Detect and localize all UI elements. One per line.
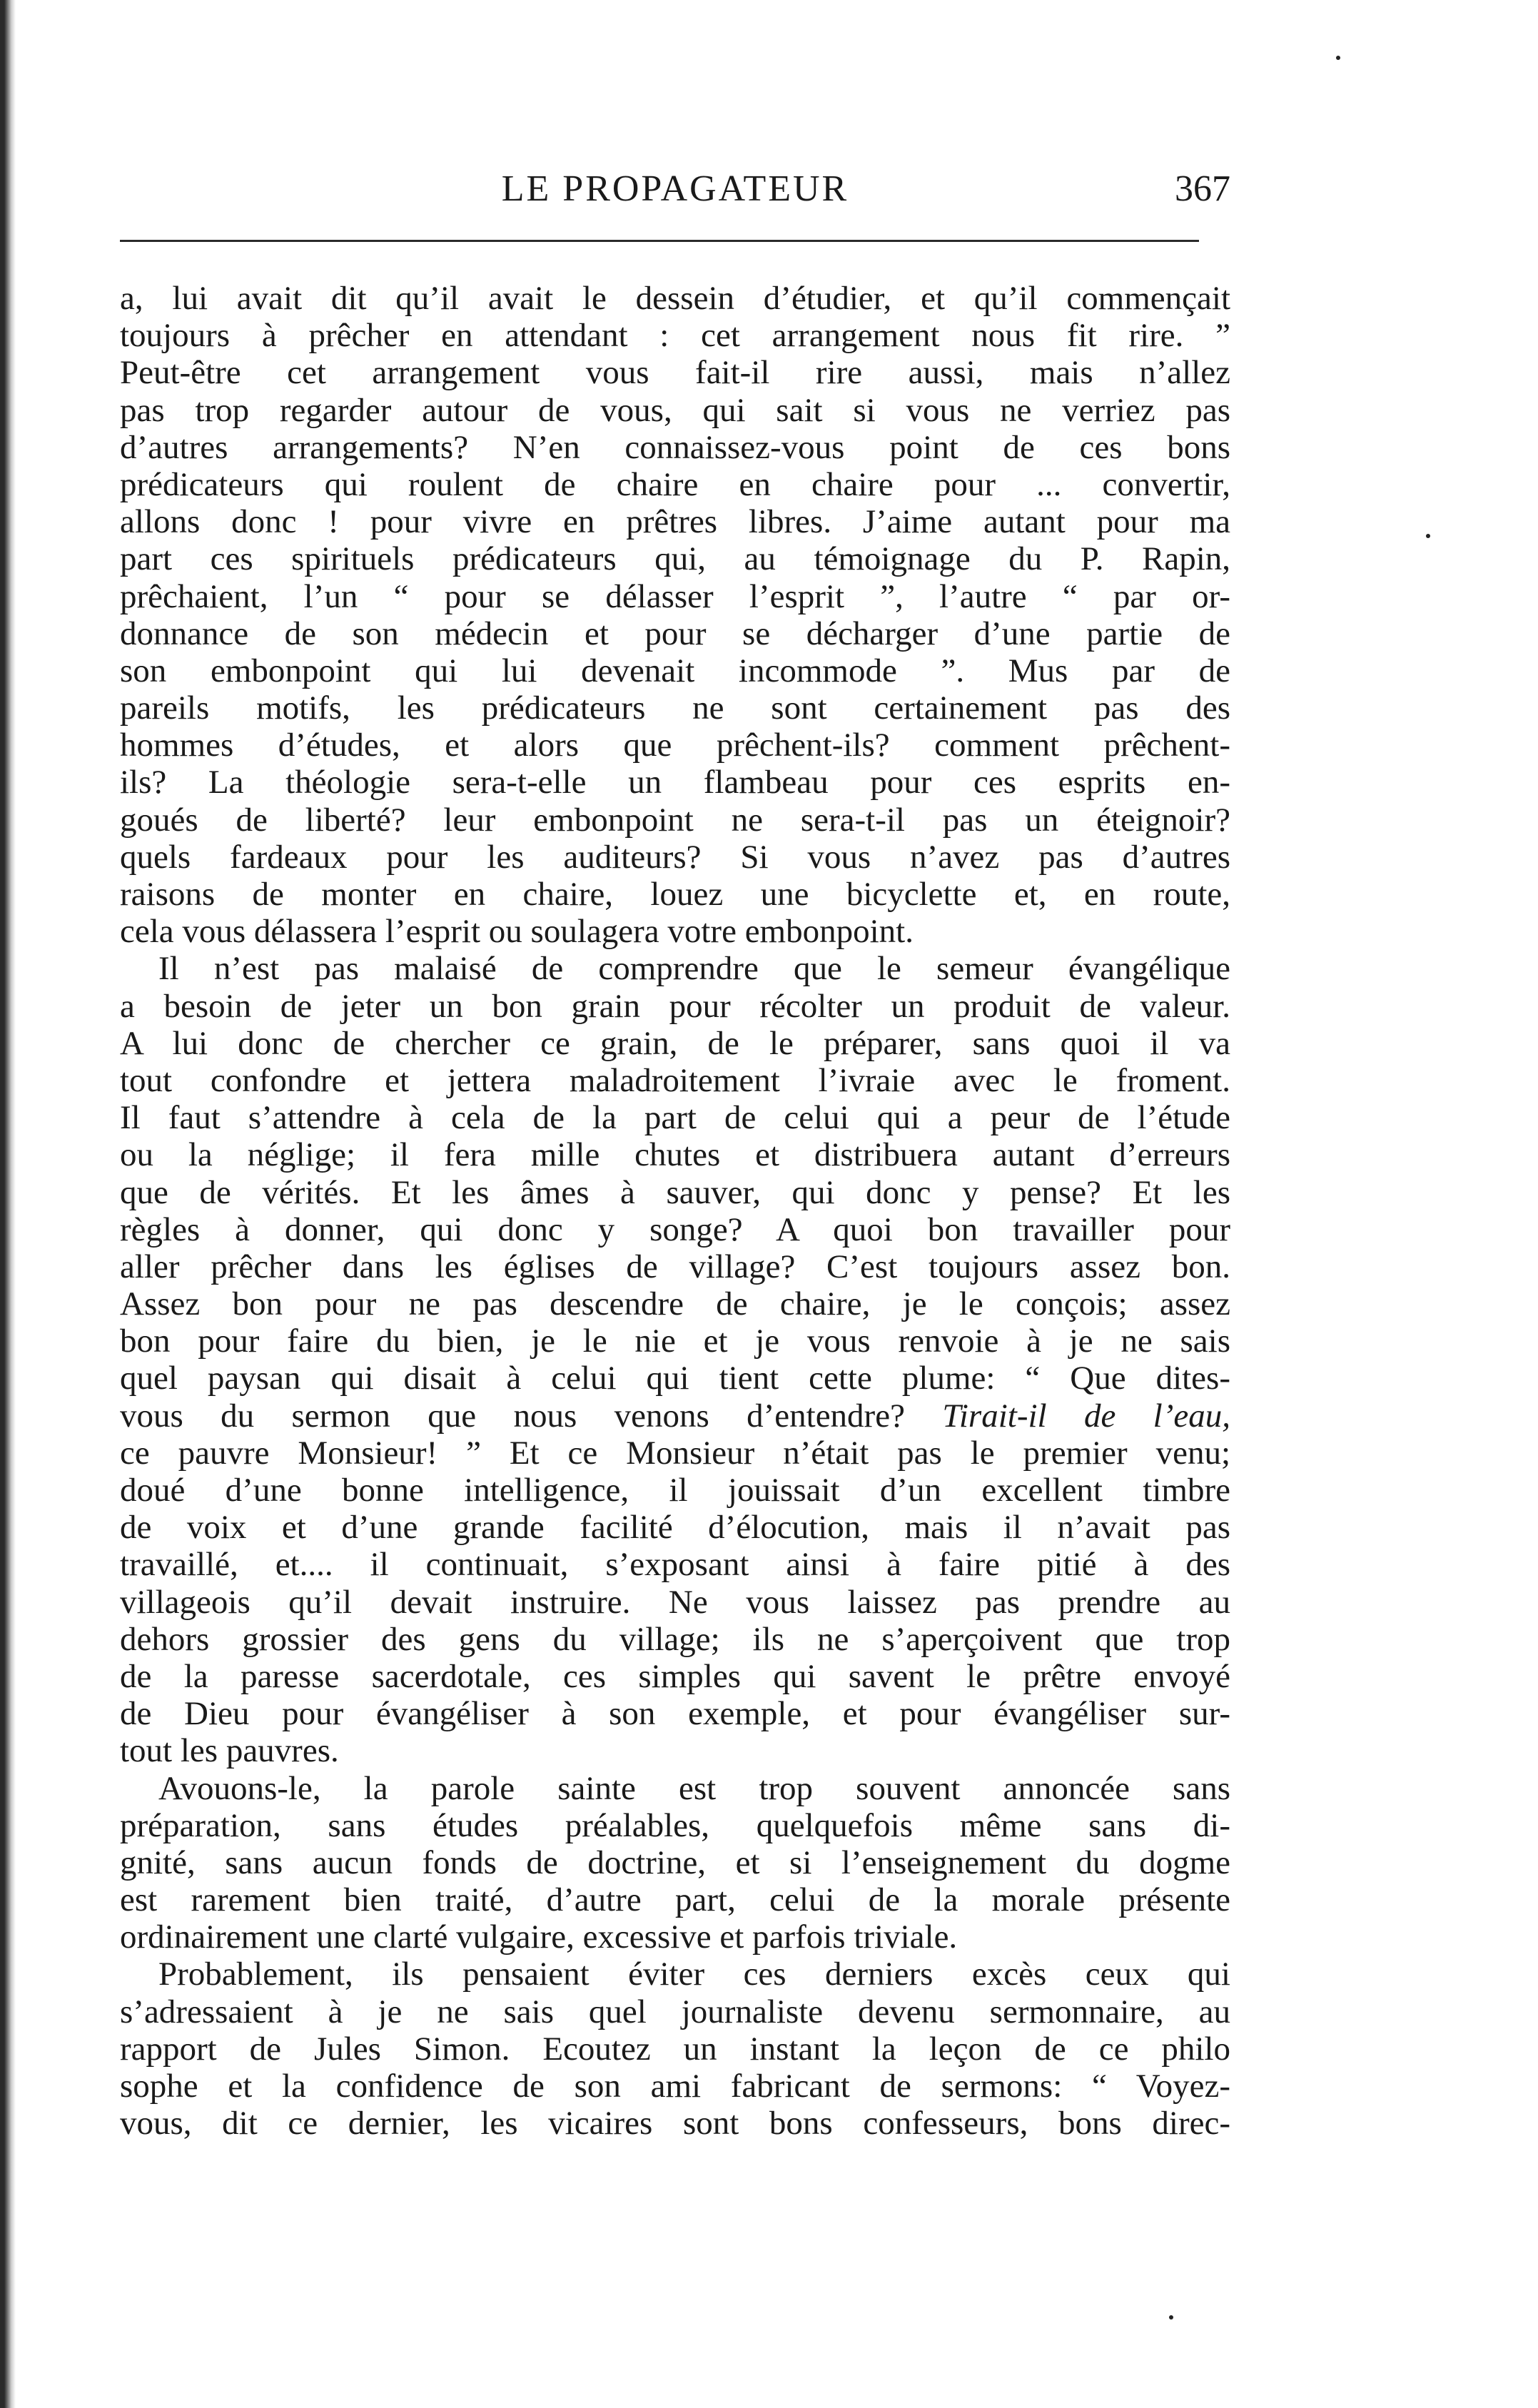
text-line: tout confondre et jettera maladroitement l’ivraie avec le froment. <box>120 1061 1230 1099</box>
text-line: quel paysan qui disait à celui qui tient cette plume: “ Que dites- <box>120 1360 1230 1397</box>
text-line: cela vous délassera l’esprit ou soulagera votre embonpoint. <box>120 913 914 951</box>
text-line: bon pour faire du bien, je le nie et je vous renvoie à je ne sais <box>120 1322 1230 1360</box>
text-line: pareils motifs, les prédicateurs ne sont certainement pas des <box>120 689 1230 727</box>
ink-speck <box>1426 534 1430 538</box>
text-line: sophe et la confidence de son ami fabricant de sermons: “ Voyez- <box>120 2068 1230 2105</box>
text-line: part ces spirituels prédicateurs qui, au témoignage du P. Rapin, <box>120 540 1230 578</box>
text-fragment: vous du sermon que nous venons d’entendre? <box>120 1397 943 1435</box>
text-line: donnance de son médecin et pour se décharger d’une partie de <box>120 614 1230 652</box>
text-line: vous, dit ce dernier, les vicaires sont bons confesseurs, bons direc- <box>120 2105 1230 2143</box>
text-line: Il faut s’attendre à cela de la part de celui qui a peur de l’étude <box>120 1099 1230 1137</box>
text-line: de voix et d’une grande facilité d’élocution, mais il n’avait pas <box>120 1509 1230 1547</box>
text-line: allons donc ! pour vivre en prêtres libres. J’aime autant pour ma <box>120 503 1230 541</box>
text-line-with-italic <box>120 1397 1230 1435</box>
text-line: de Dieu pour évangéliser à son exemple, et pour évangéliser sur- <box>120 1695 1230 1733</box>
ink-speck <box>1169 2315 1173 2320</box>
text-line: ils? La théologie sera-t-elle un flambeau pour ces esprits en- <box>120 764 1230 801</box>
text-line: son embonpoint qui lui devenait incommode ”. Mus par de <box>120 652 1230 689</box>
text-line: ce pauvre Monsieur! ” Et ce Monsieur n’était pas le premier venu; <box>120 1434 1230 1472</box>
text-line: Il n’est pas malaisé de comprendre que le semeur évangélique <box>158 950 1230 988</box>
header-rule <box>120 240 1199 242</box>
text-line: pas trop regarder autour de vous, qui sait si vous ne verriez pas <box>120 391 1230 429</box>
text-line: quels fardeaux pour les auditeurs? Si vous n’avez pas d’autres <box>120 838 1230 876</box>
text-line: dehors grossier des gens du village; ils ne s’aperçoivent que trop <box>120 1620 1230 1658</box>
text-line: rapport de Jules Simon. Ecoutez un instant la leçon de ce philo <box>120 2030 1230 2068</box>
binding-edge <box>0 0 16 2408</box>
text-line: raisons de monter en chaire, louez une bicyclette et, en route, <box>120 876 1230 913</box>
running-head <box>120 161 1230 218</box>
text-line: travaillé, et.... il continuait, s’exposant ainsi à faire pitié à des <box>120 1546 1230 1584</box>
body-text <box>120 280 1230 2142</box>
text-line: s’adressaient à je ne sais quel journaliste devenu sermonnaire, au <box>120 1993 1230 2030</box>
text-line: prêchaient, l’un “ pour se délasser l’esprit ”, l’autre “ par or- <box>120 577 1230 615</box>
text-line: règles à donner, qui donc y songe? A quoi bon travailler pour <box>120 1210 1230 1248</box>
italic-quote: Tirait-il de l’eau, <box>942 1397 1230 1435</box>
text-line: a, lui avait dit qu’il avait le dessein d’étudier, et qu’il commençait <box>120 280 1230 317</box>
text-line: de la paresse sacerdotale, ces simples qui savent le prêtre envoyé <box>120 1657 1230 1695</box>
text-line: Assez bon pour ne pas descendre de chaire, je le conçois; assez <box>120 1285 1230 1323</box>
text-line: que de vérités. Et les âmes à sauver, qui donc y pense? Et les <box>120 1173 1230 1211</box>
text-line: tout les pauvres. <box>120 1732 339 1770</box>
text-line: aller prêcher dans les églises de village? C’est toujours assez bon. <box>120 1248 1230 1285</box>
text-line: goués de liberté? leur embonpoint ne sera-t-il pas un éteignoir? <box>120 801 1230 839</box>
text-line: préparation, sans études préalables, quelquefois même sans di- <box>120 1806 1230 1844</box>
text-line: hommes d’études, et alors que prêchent-ils? comment prêchent- <box>120 727 1230 764</box>
text-line: villageois qu’il devait instruire. Ne vous laissez pas prendre au <box>120 1583 1230 1621</box>
page-number: 367 <box>1175 168 1230 209</box>
text-line: ou la néglige; il fera mille chutes et distribuera autant d’erreurs <box>120 1136 1230 1174</box>
running-title: LE PROPAGATEUR <box>501 168 849 209</box>
text-line: ordinairement une clarté vulgaire, excessive et parfois triviale. <box>120 1918 958 1956</box>
text-line: a besoin de jeter un bon grain pour récolter un produit de valeur. <box>120 987 1230 1025</box>
text-line: doué d’une bonne intelligence, il jouissait d’un excellent timbre <box>120 1472 1230 1509</box>
text-line: Peut-être cet arrangement vous fait-il rire aussi, mais n’allez <box>120 354 1230 392</box>
text-line: A lui donc de chercher ce grain, de le préparer, sans quoi il va <box>120 1024 1230 1062</box>
text-line: Probablement, ils pensaient éviter ces derniers excès ceux qui <box>158 1956 1230 1993</box>
text-line: gnité, sans aucun fonds de doctrine, et si l’enseignement du dogme <box>120 1843 1230 1881</box>
ink-speck <box>1336 56 1340 60</box>
text-line: est rarement bien traité, d’autre part, celui de la morale présente <box>120 1881 1230 1919</box>
text-line: toujours à prêcher en attendant : cet arrangement nous fit rire. ” <box>120 317 1230 355</box>
text-line: prédicateurs qui roulent de chaire en chaire pour ... convertir, <box>120 465 1230 503</box>
text-line: Avouons-le, la parole sainte est trop souvent annoncée sans <box>158 1769 1230 1807</box>
text-line: d’autres arrangements? N’en connaissez-vous point de ces bons <box>120 428 1230 466</box>
